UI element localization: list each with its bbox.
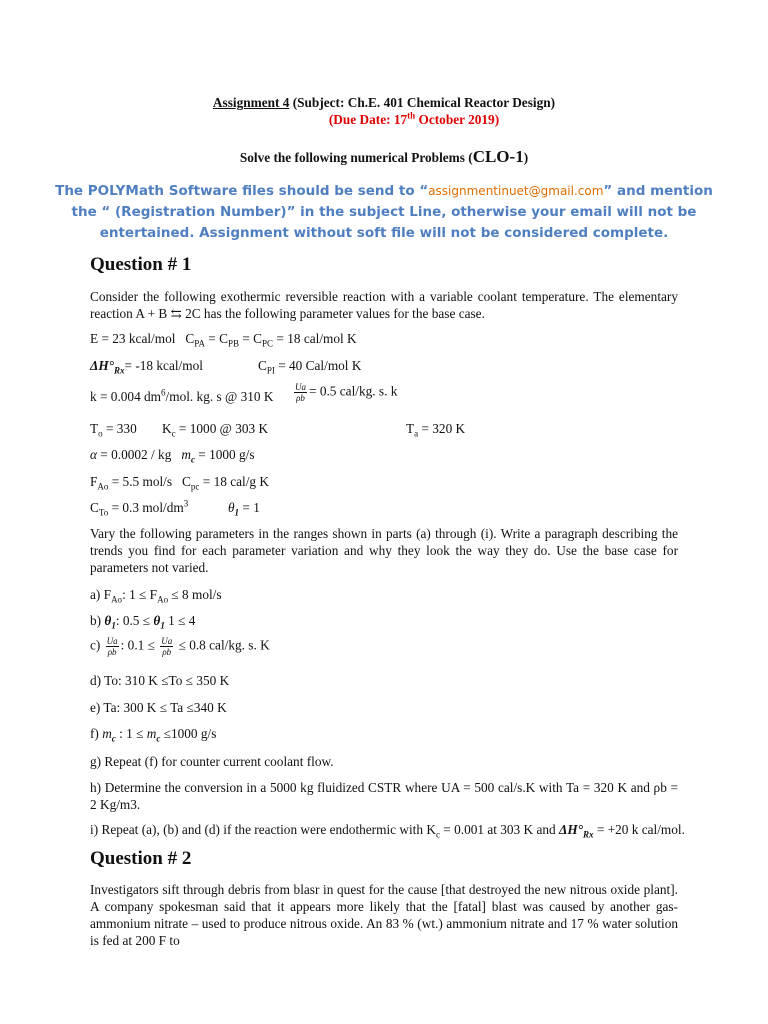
param-cto: $C_{To} = 0.3$ mol/$dm^3$ xyxy=(90,498,189,518)
param-kc: $K_c = 1000$ @ 303 K xyxy=(162,421,269,439)
question-2-text: Investigators sift through debris from blasr in quest for the cause [that destroyed the new nitrous oxide plant]. A company spokesman said that it appears more likely that the [fatal] blast was caused by another gas- ammonium nitrate – used to produce nitrous oxide. An 83 % (wt.) ammonium nitrate and 17 % water solution is fed at 200 F to xyxy=(90,882,678,948)
due-date: (Due Date: 17th October 2019) xyxy=(328,110,500,127)
part-d: d) To: 310 K ≤To ≤ 350 K xyxy=(90,673,230,688)
question-1-instructions: Vary the following parameters in the ranges shown in parts (a) through (i). Write a paragraph describing the trends you find for each parameter variation and why they look the way they do. Use the base case for parameters not varied. xyxy=(90,526,678,575)
param-cpi: $C_{PI} = 40$ Cal/mol K xyxy=(258,358,362,376)
assignment-title xyxy=(0,94,768,111)
part-i: i) Repeat (a), (b) and (d) if the reaction were endothermic with $K_c = 0.001$ at 303 K and $\Delta H^\circ_{Rx} = +20$ k cal/mol. xyxy=(90,822,685,840)
param-ta: $T_a = 320$ K xyxy=(406,421,466,439)
question-1-heading: Question # 1 xyxy=(90,254,192,275)
part-a: a) $F_{Ao}$: $1 \le F_{Ao} \le 8$ mol/s xyxy=(90,587,222,605)
param-rate-constant: k = 0.004 $dm^6$/mol. kg. s @ 310 K xyxy=(90,387,274,404)
subject-line: (Subject: Ch.E. 401 Chemical Reactor Design) xyxy=(289,95,556,110)
param-activation-energy: E = 23 kcal/mol $C_{PA} = C_{PB} = C_{PC} = 18$ cal/mol K xyxy=(90,331,357,349)
solve-instruction: Solve the following numerical Problems (CLO-1) xyxy=(239,147,529,166)
param-theta: $\theta_1 = 1$ xyxy=(228,500,260,518)
param-alpha: α = 0.0002 / kg $m_c = 1000$ g/s xyxy=(90,447,255,465)
param-ua-rho: $\frac{Ua}{\rho b}$ = 0.5 cal/kg. s. k xyxy=(295,382,398,403)
param-heat-of-reaction: $\Delta H^\circ_{Rx}= -18$ kcal/mol xyxy=(90,358,203,376)
assignment-number: Assignment 4 xyxy=(212,95,290,110)
part-h: h) Determine the conversion in a 5000 kg fluidized CSTR where UA = 500 cal/s.K with Ta = 320 K and ρb = 2 Kg/m3. xyxy=(90,780,678,812)
part-f: f) $m_c$ : $1 \le m_c \le 1000$ g/s xyxy=(90,726,217,744)
clo-label: CLO-1 xyxy=(472,147,524,166)
question-1-intro: Consider the following exothermic reversible reaction with a variable coolant temperature. The elementary reaction A + B ⇆ 2C has the following parameter values for the base case. xyxy=(90,289,678,321)
submission-notice: The POLYMath Software files should be send to “assignmentinuet@gmail.com” and mention the “ (Registration Number)” in the subject Line, otherwise your email will not be entertained. Assignment without soft file will not be considered complete. xyxy=(55,183,713,241)
part-g: g) Repeat (f) for counter current coolant flow. xyxy=(90,754,334,769)
part-c: c) $\frac{Ua}{\rho b}$ : 0.1 ≤ $\frac{Ua}{\rho b}$ ≤ 0.8 cal/kg. s. K xyxy=(90,636,270,657)
param-to: $T_o = 330$ xyxy=(90,421,137,439)
part-b: b) $\theta_1$: $0.5 \le \theta_1$ 1 ≤ 4 xyxy=(90,613,196,631)
question-2-heading: Question # 2 xyxy=(90,848,192,869)
param-fao: $F_{Ao} = 5.5$ mol/s $C_{pc} = 18$ cal/g K xyxy=(90,474,269,492)
email-link[interactable]: assignmentinuet@gmail.com xyxy=(428,184,604,198)
part-e: e) Ta: 300 K ≤ Ta ≤340 K xyxy=(90,700,227,715)
